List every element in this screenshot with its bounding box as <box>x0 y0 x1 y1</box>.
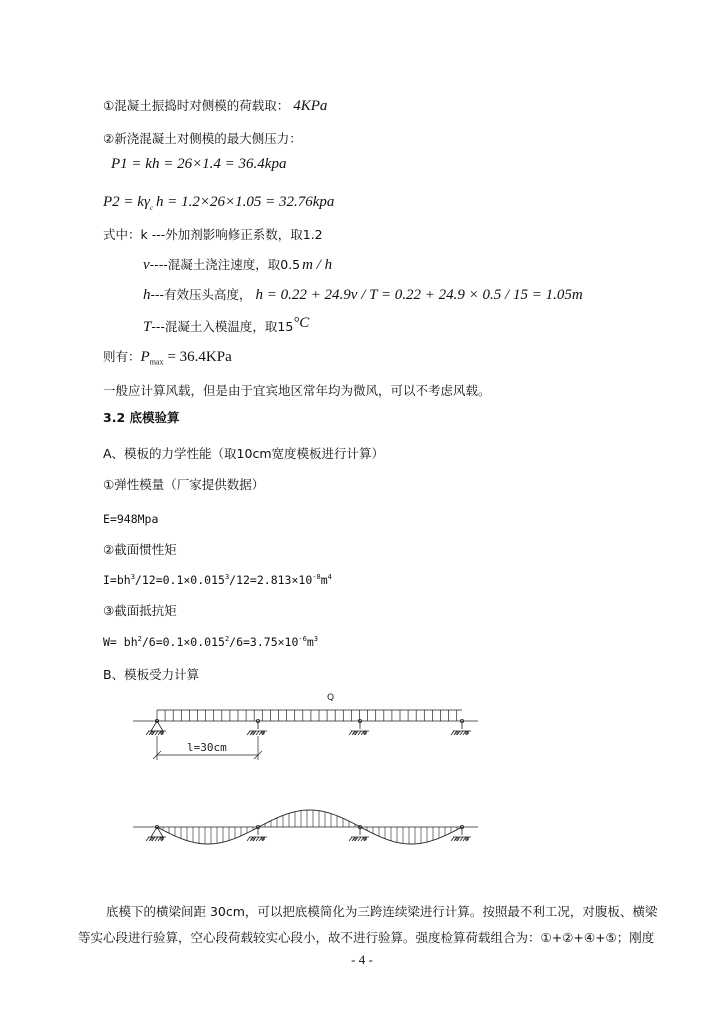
p2-formula <box>103 194 334 210</box>
h-text: ---有效压头高度， <box>150 287 252 302</box>
modulus-sup-1: 2 <box>137 635 142 644</box>
pmax-value: = 36.4KPa <box>167 349 232 365</box>
then-label: 则有： <box>103 349 141 364</box>
modulus-part-d: m <box>306 635 314 649</box>
mechanics-title: A、模板的力学性能（取10cm宽度模板进行计算） <box>103 446 385 461</box>
deflection-diagram <box>0 800 724 880</box>
elastic-modulus-value: E=948Mpa <box>103 512 159 526</box>
p1-formula: P1 = kh = 26×1.4 = 36.4kpa <box>111 156 287 172</box>
pmax-symbol: P <box>140 349 150 365</box>
roller-support-icon <box>349 719 369 735</box>
v-unit: m / h <box>302 257 333 273</box>
pmax-sub: max <box>149 357 164 367</box>
load-label: Q <box>327 693 335 703</box>
section-heading: 3.2 底模验算 <box>103 410 180 425</box>
inertia-heading: ②截面惯性矩 <box>103 542 177 557</box>
inertia-sup-1: 3 <box>130 573 135 582</box>
inertia-part-a: I=bh <box>103 573 131 587</box>
page-number: - 4 - <box>351 952 373 967</box>
elastic-modulus-heading: ①弹性模量（厂家提供数据） <box>103 477 265 492</box>
modulus-part-c: /6=3.75×10 <box>229 635 299 649</box>
t-symbol: T <box>143 319 152 335</box>
p2-formula-tail: h = 1.2×26×1.05 = 32.76kpa <box>155 194 335 210</box>
v-text: ----混凝土浇注速度，取0.5 <box>149 257 301 272</box>
t-text: ---混凝土入模温度，取15 <box>151 319 294 334</box>
modulus-sup-2: 2 <box>224 635 230 644</box>
t-unit: °C <box>293 315 310 331</box>
section-modulus-formula <box>103 634 318 650</box>
load-case-1-text: ①混凝土振捣时对侧模的荷载取： <box>103 98 290 113</box>
modulus-part-b: /6=0.1×0.015 <box>141 635 225 649</box>
load-case-1 <box>103 98 327 114</box>
h-symbol: h <box>143 287 151 303</box>
v-definition <box>143 257 332 273</box>
inertia-sup-2: 3 <box>224 573 230 582</box>
formula-where: 式中：k ---外加剂影响修正系数，取1.2 <box>103 227 323 242</box>
load-case-1-value: 4KPa <box>293 98 328 114</box>
force-calc-heading: B、模板受力计算 <box>103 667 200 682</box>
h-formula: h = 0.22 + 24.9v / T = 0.22 + 24.9 × 0.5 / 15 = 1.05m <box>255 287 583 303</box>
inertia-part-b: /12=0.1×0.015 <box>134 573 225 587</box>
h-definition <box>143 287 583 303</box>
section-modulus-heading: ③截面抵抗矩 <box>103 603 177 618</box>
roller-support-icon <box>349 825 369 841</box>
modulus-sup-4: 3 <box>313 635 318 644</box>
roller-support-icon <box>451 825 471 841</box>
body-paragraph-line-1: 底模下的横梁间距 30cm，可以把底模简化为三跨连续梁进行计算。按照最不利工况，对腹板、横梁 <box>106 904 658 919</box>
inertia-part-d: m <box>320 573 328 587</box>
inertia-part-c: /12=2.813×10 <box>229 573 313 587</box>
p2-formula-sub: c <box>149 204 153 212</box>
beam-load-diagram <box>0 680 724 800</box>
pmax-line <box>103 349 232 365</box>
load-case-2: ②新浇混凝土对侧模的最大侧压力： <box>103 131 302 146</box>
v-symbol: v <box>143 257 150 273</box>
span-label: l=30cm <box>187 741 227 754</box>
p2-formula-head: P2 = kγ <box>103 194 150 210</box>
wind-note: 一般应计算风载，但是由于宜宾地区常年均为微风，可以不考虑风载。 <box>103 383 491 398</box>
inertia-sup-3: -8 <box>312 573 321 582</box>
roller-support-icon <box>247 719 267 735</box>
inertia-formula <box>103 572 332 588</box>
t-definition <box>143 315 310 335</box>
body-paragraph-line-2: 等实心段进行验算，空心段荷载较实心段小，故不进行验算。强度检算荷载组合为：①+②+④+⑤；刚度 <box>78 930 655 945</box>
roller-support-icon <box>451 719 471 735</box>
modulus-sup-3: -6 <box>298 635 307 644</box>
modulus-part-a: W= bh <box>103 635 138 649</box>
inertia-sup-4: 4 <box>327 573 332 582</box>
pin-support-icon <box>146 719 166 735</box>
roller-support-icon <box>247 825 267 841</box>
